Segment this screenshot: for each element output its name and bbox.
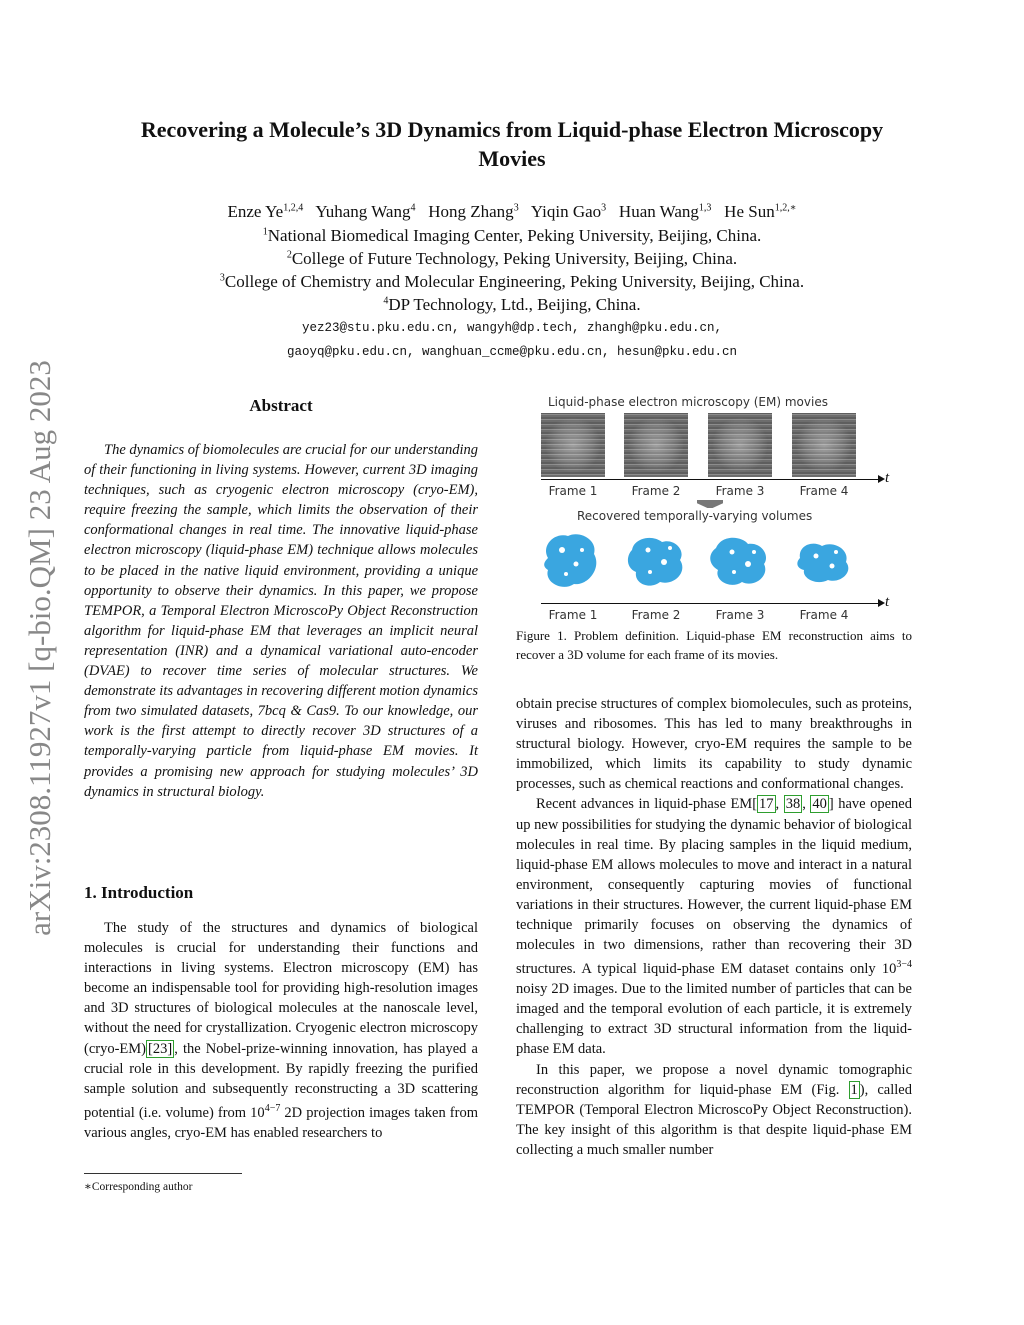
paragraph: obtain precise structures of complex biomolecules, such as proteins, viruses and ribosomes. This has led to many breakthroughs in structural biology. However, cryo-EM requires the sample to be immobilized, which limits its capability to study dynamic processes, such as chemical reactions and conformational changes.: [516, 696, 912, 793]
volume-icon: [797, 544, 848, 582]
abstract-heading: Abstract: [249, 396, 313, 415]
affiliation: [80, 293, 944, 317]
author-list: [80, 200, 944, 224]
frame-label: Frame 4: [799, 608, 849, 622]
text-run: ), called TEMPOR (Temporal Electron MicroscoPy Object Reconstruction). The key insight of this algorithm is that despite liquid-phase EM collecting a much smaller number: [516, 1081, 912, 1158]
em-frame-image: [624, 413, 688, 477]
author-sup: 3: [513, 202, 519, 214]
paragraph: Recent advances in liquid-phase EM[ 17 , 38 , 40 ] have opened up new possibilities for studying the dynamic behavior of biological molecules in real time. By placing samples in the liquid medium, liquid-phase EM allows molecules to move and interact in a natural environment, consequently capturing movies of functional variations in their structures. However, the current liquid-phase EM technique primarily focuses on observing the dynamics of molecules in two dimensions, rather than recovering their 3D structures. A typical liquid-phase EM dataset contains only $10^{3-4}$ noisy 2D images. Due to the limited number of particles that can be imaged and the temporal evolution of each particle, it is extremely challenging to extract 3D structural information from the liquid-phase EM data.: [516, 796, 912, 1058]
abstract-text: The dynamics of biomolecules are crucial for our understanding of their functioning in living systems. However, current 3D imaging techniques, such as cryogenic electron microscopy (cryo-EM), require freezing the sample, which limits the observation of their conformational changes in real time. The innovative liquid-phase electron microscopy (liquid-phase EM) technique allows molecules to be placed in the native liquid environment, providing a unique opportunity to observe their dynamics. In this paper, we propose TEMPOR, a Temporal Electron MicroscoPy Object Reconstruction algorithm for liquid-phase EM that leverages an implicit neural representation (INR) and a dynamical variational auto-encoder (DVAE) to recover time series of molecular structures. We demonstrate its advantages in recovering different motion dynamics from two simulated datasets, 7bcq & Cas9. To our knowledge, our work is the first attempt to directly recover 3D structures of a temporally-varying particle from liquid-phase EM movies. It provides a promising new approach for studying molecules’ 3D dynamics in structural biology.: [84, 442, 479, 800]
intro-heading: 1. Introduction: [84, 883, 194, 902]
text-run: The study of the structures and dynamics of biological molecules is crucial for understanding their functions and interactions in living systems. Electron microscopy (EM) has become an indispensable tool for providing high-resolution images and 3D structures of biological molecules at the nanoscale level, without the need for crystallization. Cryogenic electron microscopy (cryo-EM): [84, 920, 478, 1057]
text-run: have opened up new possibilities for studying the dynamic behavior of biological molecules in real time. By placing samples in the liquid medium, liquid-phase EM allows molecules to move and interact in a natural environment, consequently capturing movies of functional variations in their structures. However, the current liquid-phase EM technique primarily focuses on observing the dynamics of molecules in two dimensions, rather than recovering their 3D structures. A typical liquid-phase EM dataset contains only 10: [516, 796, 912, 978]
em-frame-image: [541, 413, 605, 477]
author: Yiqin Gao: [530, 202, 602, 221]
time-axis: [541, 603, 881, 604]
affiliation: [80, 247, 944, 271]
author-sup: 1,3: [698, 202, 712, 214]
affiliation-text: College of Chemistry and Molecular Engineering, Peking University, Beijing, China.: [224, 272, 805, 291]
affiliation-sup: 3: [219, 272, 225, 284]
em-frame-image: [792, 413, 856, 477]
frame-label: Frame 4: [799, 484, 849, 498]
author: Hong Zhang: [428, 202, 514, 221]
time-axis-label: t: [885, 470, 890, 486]
author-sup: 1,2,∗: [774, 202, 797, 214]
arrow-head-icon: [878, 475, 885, 483]
footnote: ∗Corresponding author: [84, 1181, 193, 1193]
author-sup: 1,2,4: [283, 202, 304, 214]
em-frame-image: [708, 413, 772, 477]
affiliation-text: DP Technology, Ltd., Beijing, China.: [388, 295, 641, 314]
citation-link[interactable]: 17: [759, 796, 774, 813]
email-line-1: yez23@stu.pku.edu.cn, wangyh@dp.tech, zhangh@pku.edu.cn,: [301, 321, 723, 335]
affiliation-text: National Biomedical Imaging Center, Peking University, Beijing, China.: [267, 226, 762, 245]
affiliation-sup: 2: [286, 249, 292, 261]
text-run: , the Nobel-prize-winning innovation, has played a crucial role in this development. By rapidly freezing the purified sample solution and subsequently reconstructing a 3D scattering potential (i.e. volume) from 10: [84, 1040, 478, 1121]
footnote-rule: [84, 1173, 242, 1174]
volume-icon: [710, 538, 766, 585]
text-run: Recent advances in liquid-phase EM: [536, 796, 753, 813]
affiliation-sup: 4: [383, 295, 389, 307]
author: He Sun: [724, 202, 775, 221]
figure-link[interactable]: 1: [850, 1081, 858, 1098]
text-run: noisy 2D images. Due to the limited number of particles that can be imaged and the temporal evolution of each particle, it is extremely challenging to extract 3D structural information from the liquid-phase EM data.: [516, 981, 912, 1058]
frame-label: Frame 3: [715, 484, 765, 498]
email-line-2: gaoyq@pku.edu.cn, wanghuan_ccme@pku.edu.cn, hesun@pku.edu.cn: [286, 345, 738, 359]
title-line-2: Movies: [478, 146, 546, 171]
author: Enze Ye: [227, 202, 284, 221]
figure-mid-title: Recovered temporally-varying volumes: [577, 509, 813, 523]
frame-label: Frame 1: [548, 484, 598, 498]
exponent: 4−7: [264, 1102, 281, 1114]
volume-icon: [544, 534, 596, 587]
paragraph: [516, 1060, 912, 1160]
author-sup: 4: [410, 202, 416, 214]
volume-renderings: [536, 528, 876, 594]
citation-link[interactable]: [23]: [148, 1040, 173, 1057]
figure-top-title: Liquid-phase electron microscopy (EM) movies: [548, 395, 828, 409]
citation-link[interactable]: 40: [812, 796, 827, 813]
right-column-body: [516, 694, 912, 1160]
paper-title: [80, 115, 944, 173]
author: Huan Wang: [618, 202, 699, 221]
frame-label: Frame 2: [631, 484, 681, 498]
affiliation-sup: 1: [262, 226, 268, 238]
citation-link[interactable]: 38: [785, 796, 801, 813]
arrow-head-icon: [878, 599, 885, 607]
text-run: In this paper, we propose a novel dynamic tomographic reconstruction algorithm for liquid-phase EM (Fig.: [516, 1061, 912, 1098]
affiliation: [80, 270, 944, 294]
figure-caption: Figure 1. Problem definition. Liquid-phase EM reconstruction aims to recover a 3D volume for each frame of its movies.: [516, 628, 912, 662]
frame-label: Frame 2: [631, 608, 681, 622]
affiliation: [80, 224, 944, 248]
frame-label: Frame 1: [548, 608, 598, 622]
time-axis-label: t: [885, 594, 890, 610]
arxiv-stamp: arXiv:2308.11927v1 [q-bio.QM] 23 Aug 2023: [22, 360, 57, 936]
text-run: 2D projection images taken from various angles, cryo-EM has enabled researchers to: [84, 1104, 478, 1141]
intro-body: [84, 918, 478, 1143]
affiliation-text: College of Future Technology, Peking University, Beijing, China.: [291, 249, 738, 268]
volume-icon: [628, 538, 682, 586]
down-arrow-icon: [697, 500, 723, 508]
title-line-1: Recovering a Molecule’s 3D Dynamics from Liquid-phase Electron Microscopy: [140, 117, 884, 142]
author: Yuhang Wang: [315, 202, 411, 221]
exponent: 3−4: [896, 959, 912, 971]
time-axis: [541, 479, 881, 480]
frame-label: Frame 3: [715, 608, 765, 622]
author-sup: 3: [601, 202, 607, 214]
intro-paragraph: [84, 918, 478, 1143]
